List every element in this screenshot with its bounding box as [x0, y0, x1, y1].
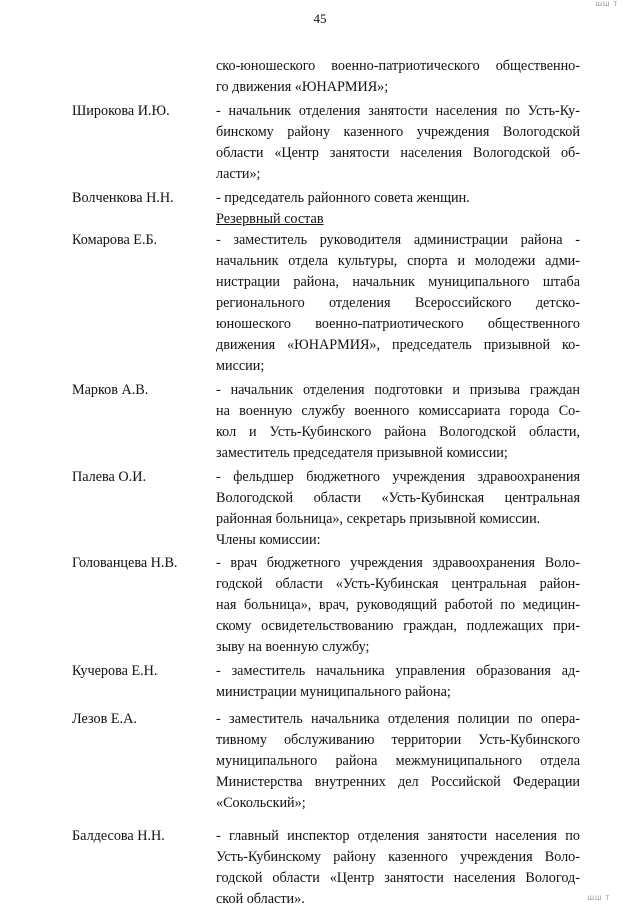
member-name: Волченкова Н.Н.	[72, 190, 174, 206]
member-name: Лезов Е.А.	[72, 711, 137, 727]
member-name: Палева О.И.	[72, 469, 146, 485]
role-line: Вологодской области «Усть-Кубинская центральная	[216, 490, 580, 506]
member-entry	[0, 826, 640, 910]
role-line: ско-юношеского военно-патриотического общественно-	[216, 58, 580, 74]
section-heading-text: Резервный состав	[216, 211, 324, 227]
member-entry	[0, 467, 640, 530]
role-line: го движения «ЮНАРМИЯ»;	[216, 79, 389, 95]
role-line: на военную службу военного комиссариата города Со-	[216, 403, 580, 419]
role-line: нистрации района, начальник муниципального штаба	[216, 274, 580, 290]
member-entry	[0, 709, 640, 814]
role-line: - начальник отделения занятости населения по Усть-Ку-	[216, 103, 580, 119]
role-line: - фельдшер бюджетного учреждения здравоохранения	[216, 469, 580, 485]
role-line: - заместитель руководителя администрации района -	[216, 232, 580, 248]
section-heading-text: Члены комиссии:	[216, 532, 321, 548]
role-line: движения «ЮНАРМИЯ», председатель призывной ко-	[216, 337, 580, 353]
member-role	[216, 188, 580, 209]
role-line: - начальник отделения подготовки и призыва граждан	[216, 382, 580, 398]
member-role	[216, 230, 580, 377]
member-entry	[0, 380, 640, 464]
role-line: - председатель районного совета женщин.	[216, 190, 470, 206]
member-role	[216, 826, 580, 910]
role-line: министрации муниципального района;	[216, 684, 451, 700]
role-line: начальник отдела культуры, спорта и молодежи адми-	[216, 253, 580, 269]
section-heading-members	[216, 530, 640, 551]
role-line: «Сокольский»;	[216, 795, 306, 811]
role-line: муниципального района межмуниципального отдела	[216, 753, 580, 769]
role-line: юношеского военно-патриотического общественного	[216, 316, 580, 332]
member-role	[216, 709, 580, 814]
member-name: Марков А.В.	[72, 382, 149, 398]
role-line: миссии;	[216, 358, 265, 374]
member-name: Балдесова Н.Н.	[72, 828, 165, 844]
member-role	[216, 553, 580, 658]
role-line: ласти»;	[216, 166, 261, 182]
role-line: - заместитель начальника отделения полиции по опера-	[216, 711, 580, 727]
role-line: - главный инспектор отделения занятости населения по	[216, 828, 580, 844]
member-role	[216, 380, 580, 464]
member-entry	[0, 101, 640, 185]
role-line: районная больница», секретарь призывной комиссии.	[216, 511, 541, 527]
member-entry	[0, 661, 640, 703]
document-content	[0, 56, 640, 910]
role-line: кол и Усть-Кубинского района Вологодской области,	[216, 424, 580, 440]
role-line: Министерства внутренних дел Российской Федерации	[216, 774, 580, 790]
member-name: Комарова Е.Б.	[72, 232, 158, 248]
member-entry	[0, 230, 640, 377]
member-entry	[0, 56, 640, 98]
member-name: Кучерова Е.Н.	[72, 663, 158, 679]
section-heading-reserve	[216, 209, 640, 230]
member-role	[216, 467, 580, 530]
role-line: тивному обслуживанию территории Усть-Кубинского	[216, 732, 580, 748]
corner-mark-bottom: ШШ Т	[587, 895, 610, 902]
page-number: 45	[313, 11, 327, 26]
corner-mark-top: ШШ Т	[595, 1, 618, 8]
role-line: ная больница», врач, руководящий работой по медицин-	[216, 597, 580, 613]
member-role	[216, 661, 580, 703]
member-role	[216, 56, 580, 98]
member-role	[216, 101, 580, 185]
role-line: регионального отделения Всероссийского детско-	[216, 295, 580, 311]
member-entry	[0, 188, 640, 209]
member-entry	[0, 553, 640, 658]
role-line: - заместитель начальника управления образования ад-	[216, 663, 580, 679]
member-name: Голованцева Н.В.	[72, 555, 178, 571]
role-line: бинскому району казенного учреждения Вологодской	[216, 124, 580, 140]
member-name: Широкова И.Ю.	[72, 103, 170, 119]
role-line: годской области «Усть-Кубинская центральная район-	[216, 576, 580, 592]
role-line: заместитель председателя призывной комиссии;	[216, 445, 508, 461]
role-line: скому освидетельствованию граждан, подлежащих при-	[216, 618, 580, 634]
role-line: Усть-Кубинскому району казенного учреждения Воло-	[216, 849, 580, 865]
role-line: годской области «Центр занятости населения Вологод-	[216, 870, 580, 886]
role-line: зыву на военную службу;	[216, 639, 370, 655]
role-line: области «Центр занятости населения Вологодской об-	[216, 145, 580, 161]
role-line: - врач бюджетного учреждения здравоохранения Воло-	[216, 555, 580, 571]
role-line: ской области».	[216, 891, 305, 907]
